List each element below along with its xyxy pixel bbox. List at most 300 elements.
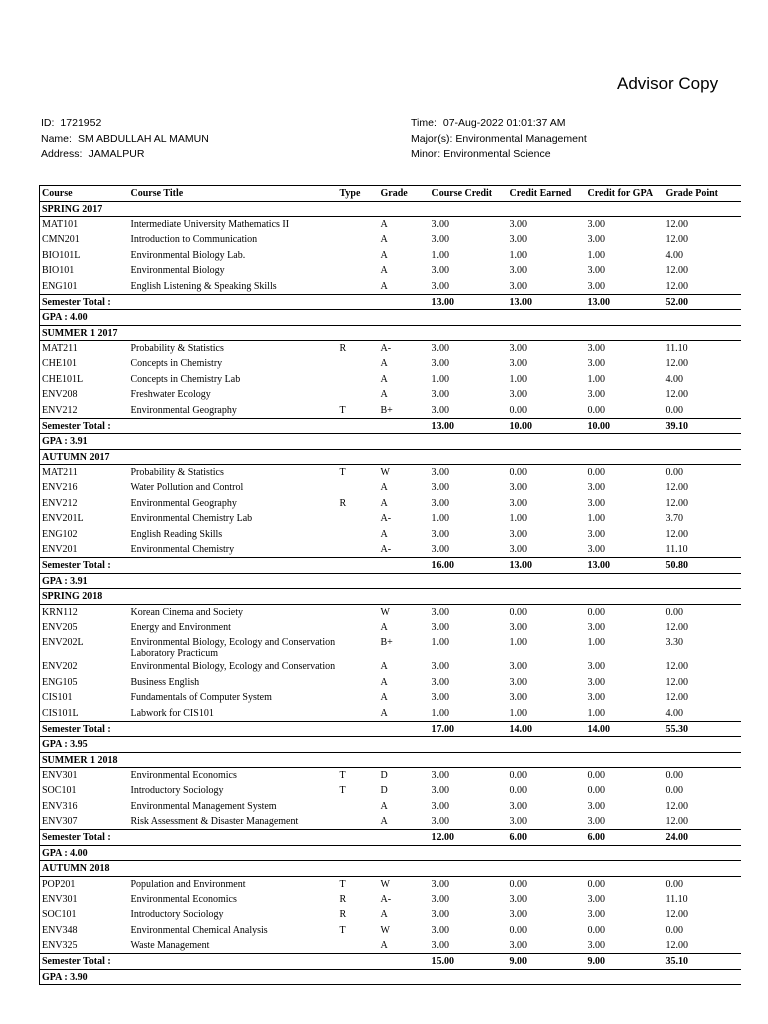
course-code: SOC101 <box>40 907 129 923</box>
course-credit: 3.00 <box>431 878 449 890</box>
total-course-credit: 15.00 <box>430 954 508 970</box>
grade-point: 12.00 <box>664 814 742 830</box>
grade-point: 11.10 <box>664 341 742 357</box>
credit-earned: 1.00 <box>509 637 527 648</box>
course-credit: 3.00 <box>431 692 449 703</box>
course-code: CHE101 <box>40 356 129 372</box>
credit-earned: 1.00 <box>509 513 527 524</box>
student-id: 1721952 <box>60 117 102 129</box>
semester-total-row <box>40 954 742 970</box>
course-grade: A <box>380 621 388 633</box>
course-grade: A- <box>380 343 392 354</box>
credit-earned: 3.00 <box>509 800 527 812</box>
course-type: R <box>339 893 347 905</box>
course-code: CIS101 <box>40 690 129 706</box>
credit-for-gpa: 3.00 <box>587 661 605 672</box>
total-grade-point: 39.10 <box>664 418 742 434</box>
course-grade: A <box>380 280 388 292</box>
semester-gpa-row <box>40 573 742 589</box>
course-type: R <box>339 497 347 509</box>
course-grade: D <box>380 770 388 781</box>
grade-point: 12.00 <box>664 938 742 954</box>
course-row <box>40 799 742 815</box>
total-credit-for-gpa: 14.00 <box>586 721 664 737</box>
semester-header-row <box>40 201 742 217</box>
course-grade: A- <box>380 893 392 905</box>
course-grade: A <box>380 661 388 672</box>
course-title: Freshwater Ecology <box>130 389 211 400</box>
course-code: BIO101 <box>40 263 129 279</box>
course-grade: A <box>380 234 388 245</box>
student-address-row <box>41 147 209 163</box>
grade-point: 4.00 <box>664 248 742 264</box>
course-title: Labwork for CIS101 <box>130 707 214 719</box>
col-header-credit-for-gpa: Credit for GPA <box>586 186 664 202</box>
course-code: ENV202 <box>40 659 129 675</box>
credit-earned: 1.00 <box>509 707 527 719</box>
course-grade: W <box>380 878 390 890</box>
course-title: Korean Cinema and Society <box>130 606 243 618</box>
course-type: T <box>339 924 346 936</box>
credit-earned: 3.00 <box>509 621 527 633</box>
total-grade-point: 35.10 <box>664 954 742 970</box>
course-title: Probability & Statistics <box>130 467 224 478</box>
course-row <box>40 892 742 908</box>
grade-point: 0.00 <box>664 403 742 419</box>
student-address: JAMALPUR <box>88 148 145 160</box>
col-header-credit-earned: Credit Earned <box>508 186 586 202</box>
course-grade: A <box>380 940 388 951</box>
course-row <box>40 387 742 403</box>
course-row <box>40 659 742 675</box>
credit-for-gpa: 0.00 <box>587 785 605 796</box>
grade-point: 12.00 <box>664 675 742 691</box>
course-row <box>40 783 742 799</box>
student-name-row <box>41 132 209 148</box>
total-credit-earned: 13.00 <box>508 294 586 310</box>
credit-for-gpa: 3.00 <box>587 800 605 812</box>
course-title: Environmental Chemistry <box>130 544 235 555</box>
col-header-course-credit: Course Credit <box>430 186 508 202</box>
course-title: Environmental Chemical Analysis <box>130 924 268 936</box>
course-type <box>338 480 379 496</box>
course-code: MAT211 <box>40 341 129 357</box>
course-row <box>40 248 742 264</box>
semester-total-row <box>40 418 742 434</box>
total-credit-for-gpa: 10.00 <box>586 418 664 434</box>
grade-point: 12.00 <box>664 356 742 372</box>
semester-name: AUTUMN 2017 <box>40 449 742 465</box>
course-title: Probability & Statistics <box>130 343 224 354</box>
course-credit: 3.00 <box>431 940 449 951</box>
course-title: Introductory Sociology <box>130 909 224 920</box>
course-type <box>338 279 379 295</box>
course-code: SOC101 <box>40 783 129 799</box>
credit-for-gpa: 1.00 <box>587 373 605 385</box>
course-title: Waste Management <box>130 940 210 951</box>
course-row <box>40 217 742 233</box>
course-row <box>40 527 742 543</box>
major-row <box>411 132 587 148</box>
transcript-meta <box>411 116 587 163</box>
course-row <box>40 356 742 372</box>
total-grade-point: 24.00 <box>664 830 742 846</box>
course-code: ENG105 <box>40 675 129 691</box>
credit-for-gpa: 3.00 <box>587 234 605 245</box>
course-grade: D <box>380 785 388 796</box>
course-code: ENV201L <box>40 511 129 527</box>
col-header-grade: Grade <box>379 186 430 202</box>
course-type <box>338 814 379 830</box>
total-grade-point: 52.00 <box>664 294 742 310</box>
total-course-credit: 13.00 <box>430 418 508 434</box>
credit-for-gpa: 3.00 <box>587 528 605 540</box>
credit-earned: 3.00 <box>509 234 527 245</box>
course-row <box>40 263 742 279</box>
course-title: Environmental Chemistry Lab <box>130 513 253 524</box>
credit-earned: 3.00 <box>509 482 527 493</box>
semester-gpa: GPA : 3.91 <box>40 573 742 589</box>
total-course-credit: 12.00 <box>430 830 508 846</box>
course-credit: 3.00 <box>431 482 449 493</box>
course-credit: 1.00 <box>431 637 449 648</box>
semester-total-row <box>40 558 742 574</box>
grade-point: 12.00 <box>664 263 742 279</box>
course-credit: 3.00 <box>431 676 449 688</box>
course-code: KRN112 <box>40 604 129 620</box>
semester-gpa: GPA : 3.90 <box>40 969 742 985</box>
course-type <box>338 217 379 233</box>
course-grade: A <box>380 373 388 385</box>
course-code: CIS101L <box>40 706 129 722</box>
course-credit: 3.00 <box>431 234 449 245</box>
credit-for-gpa: 3.00 <box>587 219 605 230</box>
course-credit: 3.00 <box>431 280 449 292</box>
credit-earned: 3.00 <box>509 940 527 951</box>
credit-for-gpa: 3.00 <box>587 692 605 703</box>
course-credit: 1.00 <box>431 373 449 385</box>
course-code: ENV216 <box>40 480 129 496</box>
total-credit-earned: 13.00 <box>508 558 586 574</box>
grade-point: 12.00 <box>664 217 742 233</box>
total-grade-point: 55.30 <box>664 721 742 737</box>
course-type <box>338 248 379 264</box>
semester-total-label: Semester Total : <box>40 294 430 310</box>
credit-earned: 3.00 <box>509 358 527 369</box>
course-title: Fundamentals of Computer System <box>130 692 272 703</box>
credit-for-gpa: 1.00 <box>587 513 605 524</box>
course-grade: B+ <box>380 637 393 648</box>
credit-earned: 3.00 <box>509 909 527 920</box>
time-label: Time: <box>411 117 437 129</box>
total-credit-for-gpa: 6.00 <box>586 830 664 846</box>
semester-gpa-row <box>40 969 742 985</box>
semester-total-label: Semester Total : <box>40 830 430 846</box>
course-type <box>338 635 379 659</box>
course-credit: 3.00 <box>431 497 449 509</box>
credit-earned: 3.00 <box>509 544 527 555</box>
grade-point: 3.30 <box>664 635 742 659</box>
col-header-type: Type <box>338 186 379 202</box>
transcript-body <box>40 201 742 985</box>
course-credit: 3.00 <box>431 404 449 416</box>
grade-point: 0.00 <box>664 465 742 481</box>
grade-point: 4.00 <box>664 706 742 722</box>
credit-earned: 0.00 <box>509 785 527 796</box>
course-credit: 3.00 <box>431 621 449 633</box>
course-credit: 3.00 <box>431 816 449 827</box>
semester-gpa-row <box>40 737 742 753</box>
grade-point: 12.00 <box>664 690 742 706</box>
course-code: ENV301 <box>40 768 129 784</box>
table-header-row <box>40 186 742 202</box>
course-credit: 3.00 <box>431 785 449 796</box>
credit-earned: 3.00 <box>509 219 527 230</box>
grade-point: 0.00 <box>664 768 742 784</box>
credit-for-gpa: 3.00 <box>587 676 605 688</box>
course-grade: B+ <box>380 404 393 416</box>
course-code: ENV212 <box>40 496 129 512</box>
course-type <box>338 690 379 706</box>
course-type: T <box>339 467 346 478</box>
course-title: Environmental Biology Lab. <box>130 249 246 261</box>
grade-point: 12.00 <box>664 907 742 923</box>
course-credit: 3.00 <box>431 343 449 354</box>
course-title: Environmental Biology, Ecology and Conservation <box>130 661 336 672</box>
grade-point: 12.00 <box>664 480 742 496</box>
course-row <box>40 706 742 722</box>
total-credit-earned: 14.00 <box>508 721 586 737</box>
course-grade: A <box>380 482 388 493</box>
credit-earned: 1.00 <box>509 373 527 385</box>
course-title: English Listening & Speaking Skills <box>130 280 277 292</box>
credit-for-gpa: 0.00 <box>587 878 605 890</box>
time-row <box>411 116 587 132</box>
course-code: ENV202L <box>40 635 129 659</box>
course-row <box>40 814 742 830</box>
total-course-credit: 13.00 <box>430 294 508 310</box>
semester-gpa: GPA : 3.95 <box>40 737 742 753</box>
course-grade: W <box>380 467 390 478</box>
minor-row <box>411 147 587 163</box>
course-type <box>338 527 379 543</box>
credit-for-gpa: 3.00 <box>587 893 605 905</box>
credit-for-gpa: 3.00 <box>587 389 605 400</box>
course-grade: A <box>380 707 388 719</box>
course-type: T <box>339 404 346 416</box>
course-row <box>40 923 742 939</box>
credit-for-gpa: 3.00 <box>587 497 605 509</box>
credit-earned: 3.00 <box>509 676 527 688</box>
course-type: R <box>339 909 347 920</box>
col-header-grade-point: Grade Point <box>664 186 742 202</box>
course-type <box>338 604 379 620</box>
grade-point: 12.00 <box>664 232 742 248</box>
credit-for-gpa: 3.00 <box>587 358 605 369</box>
semester-gpa: GPA : 3.91 <box>40 434 742 450</box>
address-label: Address: <box>41 148 83 160</box>
course-grade: A <box>380 249 388 261</box>
course-title: Environmental Economics <box>130 893 237 905</box>
total-course-credit: 16.00 <box>430 558 508 574</box>
col-header-course: Course <box>40 186 129 202</box>
semester-header-row <box>40 752 742 768</box>
course-credit: 3.00 <box>431 528 449 540</box>
course-type <box>338 511 379 527</box>
total-credit-for-gpa: 9.00 <box>586 954 664 970</box>
course-title: Business English <box>130 676 200 688</box>
credit-for-gpa: 3.00 <box>587 280 605 292</box>
course-credit: 1.00 <box>431 249 449 261</box>
grade-point: 12.00 <box>664 799 742 815</box>
course-credit: 3.00 <box>431 219 449 230</box>
course-title: Introductory Sociology <box>130 785 224 796</box>
course-code: ENV307 <box>40 814 129 830</box>
course-code: ENG102 <box>40 527 129 543</box>
semester-name: SPRING 2018 <box>40 589 742 605</box>
course-code: BIO101L <box>40 248 129 264</box>
course-code: MAT211 <box>40 465 129 481</box>
semester-total-row <box>40 830 742 846</box>
course-grade: A- <box>380 544 392 555</box>
total-grade-point: 50.80 <box>664 558 742 574</box>
course-type <box>338 263 379 279</box>
course-code: CHE101L <box>40 372 129 388</box>
id-label: ID: <box>41 117 55 129</box>
semester-name: SPRING 2017 <box>40 201 742 217</box>
semester-header-row <box>40 449 742 465</box>
grade-point: 0.00 <box>664 604 742 620</box>
grade-point: 12.00 <box>664 279 742 295</box>
course-row <box>40 876 742 892</box>
course-title: Environmental Economics <box>130 770 237 781</box>
col-header-course-title: Course Title <box>129 186 338 202</box>
course-code: ENG101 <box>40 279 129 295</box>
semester-total-row <box>40 294 742 310</box>
course-row <box>40 403 742 419</box>
credit-earned: 3.00 <box>509 280 527 292</box>
grade-point: 12.00 <box>664 620 742 636</box>
credit-earned: 3.00 <box>509 528 527 540</box>
course-type <box>338 659 379 675</box>
course-type <box>338 387 379 403</box>
credit-for-gpa: 0.00 <box>587 467 605 478</box>
credit-for-gpa: 3.00 <box>587 544 605 555</box>
course-credit: 3.00 <box>431 661 449 672</box>
credit-earned: 3.00 <box>509 893 527 905</box>
course-code: ENV301 <box>40 892 129 908</box>
semester-name: AUTUMN 2018 <box>40 861 742 877</box>
semester-gpa-row <box>40 310 742 326</box>
course-grade: A <box>380 800 388 812</box>
semester-header-row <box>40 325 742 341</box>
credit-for-gpa: 3.00 <box>587 940 605 951</box>
credit-earned: 1.00 <box>509 249 527 261</box>
course-credit: 3.00 <box>431 909 449 920</box>
course-credit: 3.00 <box>431 544 449 555</box>
course-row <box>40 341 742 357</box>
semester-header-row <box>40 861 742 877</box>
course-title: Intermediate University Mathematics II <box>130 219 290 230</box>
total-credit-earned: 9.00 <box>508 954 586 970</box>
course-grade: A <box>380 692 388 703</box>
course-title: Risk Assessment & Disaster Management <box>130 816 299 827</box>
credit-earned: 3.00 <box>509 692 527 703</box>
credit-for-gpa: 3.00 <box>587 816 605 827</box>
course-type <box>338 372 379 388</box>
semester-total-row <box>40 721 742 737</box>
course-credit: 3.00 <box>431 770 449 781</box>
course-type <box>338 356 379 372</box>
semester-total-label: Semester Total : <box>40 721 430 737</box>
course-row <box>40 542 742 558</box>
course-row <box>40 675 742 691</box>
semester-gpa: GPA : 4.00 <box>40 845 742 861</box>
course-grade: A <box>380 497 388 509</box>
credit-earned: 0.00 <box>509 404 527 416</box>
course-grade: A <box>380 219 388 230</box>
transcript-table-container <box>39 185 741 1024</box>
credit-earned: 0.00 <box>509 924 527 936</box>
student-info <box>41 116 209 163</box>
course-title: Concepts in Chemistry Lab <box>130 373 241 385</box>
course-code: ENV208 <box>40 387 129 403</box>
course-type <box>338 620 379 636</box>
course-grade: A <box>380 676 388 688</box>
course-type: T <box>339 785 346 796</box>
print-time: 07-Aug-2022 01:01:37 AM <box>442 117 566 129</box>
course-code: MAT101 <box>40 217 129 233</box>
credit-for-gpa: 0.00 <box>587 404 605 416</box>
grade-point: 0.00 <box>664 923 742 939</box>
course-row <box>40 907 742 923</box>
semester-gpa-row <box>40 845 742 861</box>
course-title: Concepts in Chemistry <box>130 358 223 369</box>
course-grade: A- <box>380 513 392 524</box>
course-row <box>40 620 742 636</box>
credit-earned: 3.00 <box>509 497 527 509</box>
grade-point: 3.70 <box>664 511 742 527</box>
semester-name: SUMMER 1 2017 <box>40 325 742 341</box>
course-row <box>40 511 742 527</box>
credit-for-gpa: 1.00 <box>587 707 605 719</box>
course-type: T <box>339 770 346 781</box>
course-grade: A <box>380 265 388 276</box>
course-grade: A <box>380 816 388 827</box>
grade-point: 12.00 <box>664 387 742 403</box>
credit-earned: 3.00 <box>509 389 527 400</box>
course-code: ENV212 <box>40 403 129 419</box>
course-title: English Reading Skills <box>130 528 223 540</box>
course-type: T <box>339 878 346 890</box>
semester-gpa: GPA : 4.00 <box>40 310 742 326</box>
student-name: SM ABDULLAH AL MAMUN <box>77 132 209 145</box>
grade-point: 11.10 <box>664 542 742 558</box>
grade-point: 4.00 <box>664 372 742 388</box>
credit-earned: 3.00 <box>509 661 527 672</box>
credit-for-gpa: 0.00 <box>587 924 605 936</box>
course-title: Environmental Management System <box>130 800 277 812</box>
course-row <box>40 496 742 512</box>
course-credit: 3.00 <box>431 389 449 400</box>
major-label: Major(s): <box>411 132 453 145</box>
course-type: R <box>339 343 347 354</box>
total-course-credit: 17.00 <box>430 721 508 737</box>
grade-point: 12.00 <box>664 659 742 675</box>
course-title: Environmental Geography <box>130 497 237 509</box>
course-credit: 3.00 <box>431 358 449 369</box>
course-code: ENV316 <box>40 799 129 815</box>
